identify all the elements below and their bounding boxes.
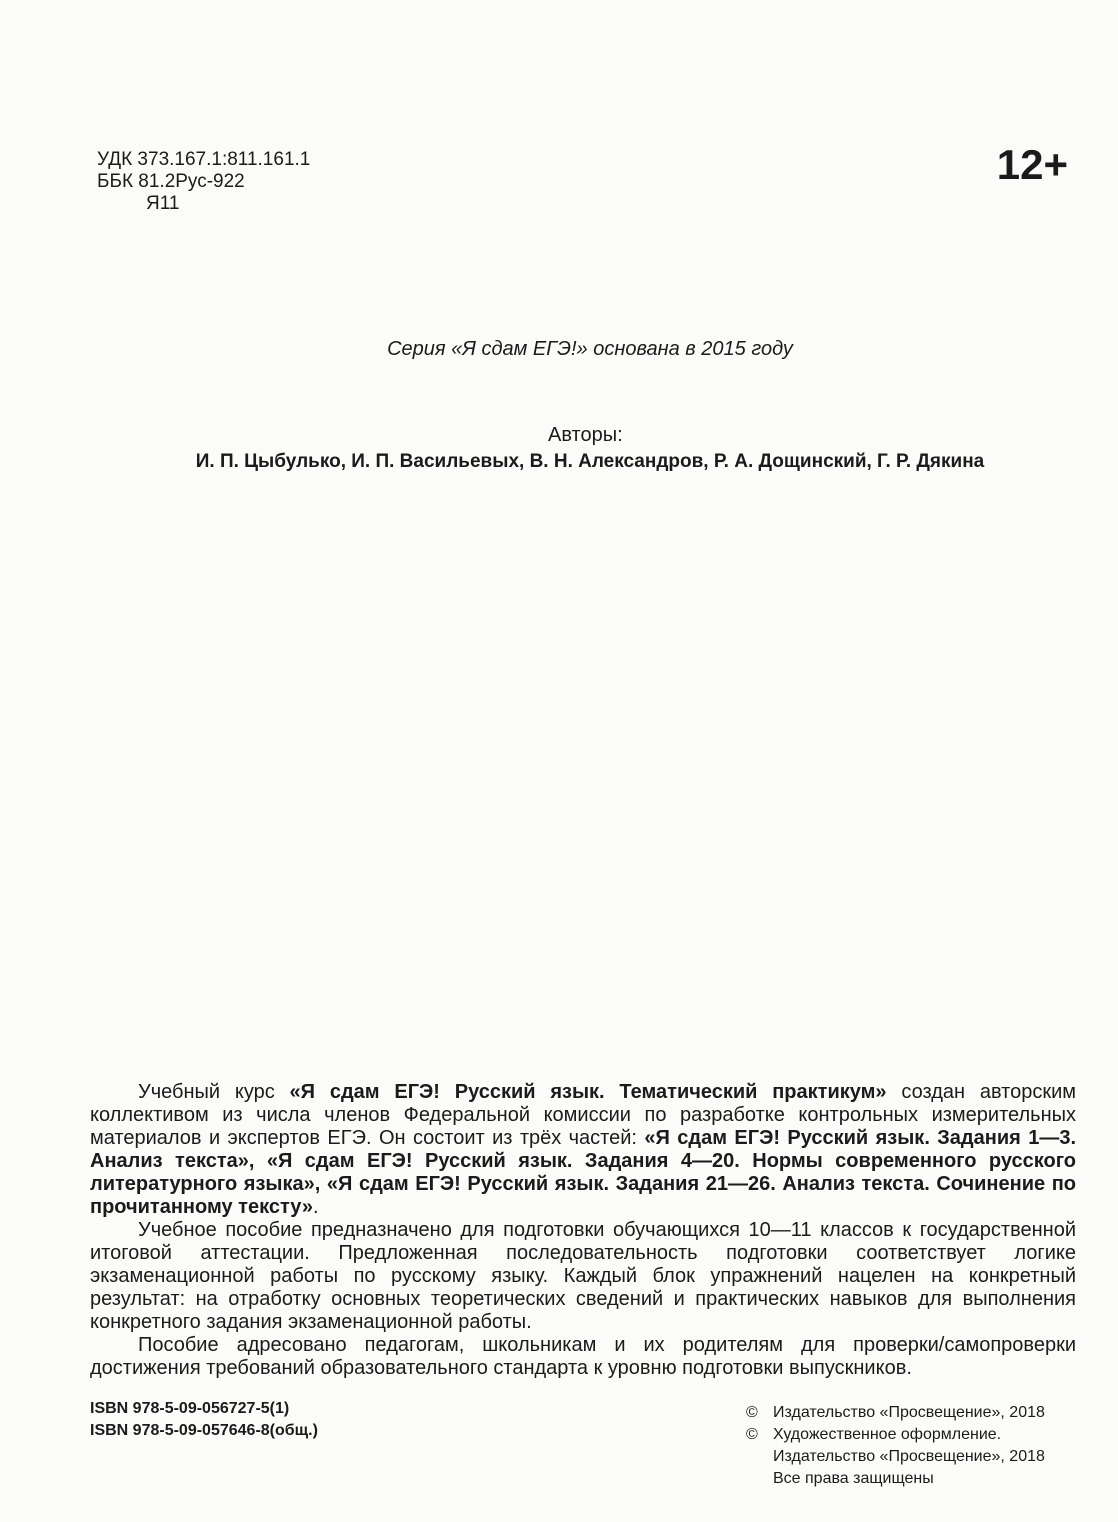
isbn-1: ISBN 978-5-09-056727-5(1) [90,1400,290,1417]
copyright-row [746,1468,1045,1490]
copyright-line: Все права защищены [773,1470,934,1487]
annotation-text: Учебный курс [138,1081,290,1103]
copyright-row [746,1446,1045,1468]
authors-label: Авторы: [548,424,623,446]
classification-block [97,149,310,215]
copyright-line: Издательство «Просвещение», 2018 [773,1404,1045,1421]
author-mark: Я11 [146,193,180,214]
annotation-paragraph-3: Пособие адресовано педагогам, школьникам и их родителям для проверки/самопроверки достижения требований образовательного стандарта к уровню подготовки выпускников. [90,1334,1076,1379]
udk-code: УДК 373.167.1:811.161.1 [97,149,311,170]
course-title: «Я сдам ЕГЭ! Русский язык. Тематический практикум» [289,1081,887,1103]
copyright-symbol: © [746,1404,758,1421]
isbn-2: ISBN 978-5-09-057646-8(общ.) [90,1422,318,1439]
authors-list: И. П. Цыбулько, И. П. Васильевых, В. Н. Александров, Р. А. Дощинский, Г. Р. Дякина [195,451,985,472]
age-rating: 12+ [996,141,1068,188]
copyright-row [746,1402,1045,1424]
copyright-line: Художественное оформление. [773,1426,1002,1443]
parts-titles: «Я сдам ЕГЭ! Русский язык. Задания 1—3. Анализ текста», «Я сдам ЕГЭ! Русский язык. Задания 4—20. Нормы современного русского литературного языка», «Я сдам ЕГЭ! Русский язык. Задания 21—26. Анализ текста. Сочинение по прочитанному тексту» [90,1127,1076,1218]
annotation-text: . [313,1196,319,1218]
annotation-text: создан авторским коллективом из числа членов Федеральной комиссии по разработке контрольных измерительных материалов и экспертов ЕГЭ. Он состоит из трёх частей: [90,1081,1076,1149]
annotation-paragraph-1 [90,1081,1076,1219]
copyright-line: Издательство «Просвещение», 2018 [773,1448,1045,1465]
series-note: Серия «Я сдам ЕГЭ!» основана в 2015 году [387,338,793,360]
annotation-paragraph-2: Учебное пособие предназначено для подготовки обучающихся 10—11 классов к государственной итоговой аттестации. Предложенная последовательность подготовки соответствует логике экзаменационной работы по русскому языку. Каждый блок упражнений нацелен на конкретный результат: на отработку основных теоретических сведений и практических навыков для выполнения конкретного задания экзаменационной работы. [90,1219,1076,1333]
isbn-block [90,1398,318,1442]
copyright-row [746,1424,1045,1446]
annotation [90,1081,1076,1380]
copyright-symbol: © [746,1426,758,1443]
copyright-block [746,1402,1045,1490]
bbk-code: ББК 81.2Рус-922 [97,171,245,192]
